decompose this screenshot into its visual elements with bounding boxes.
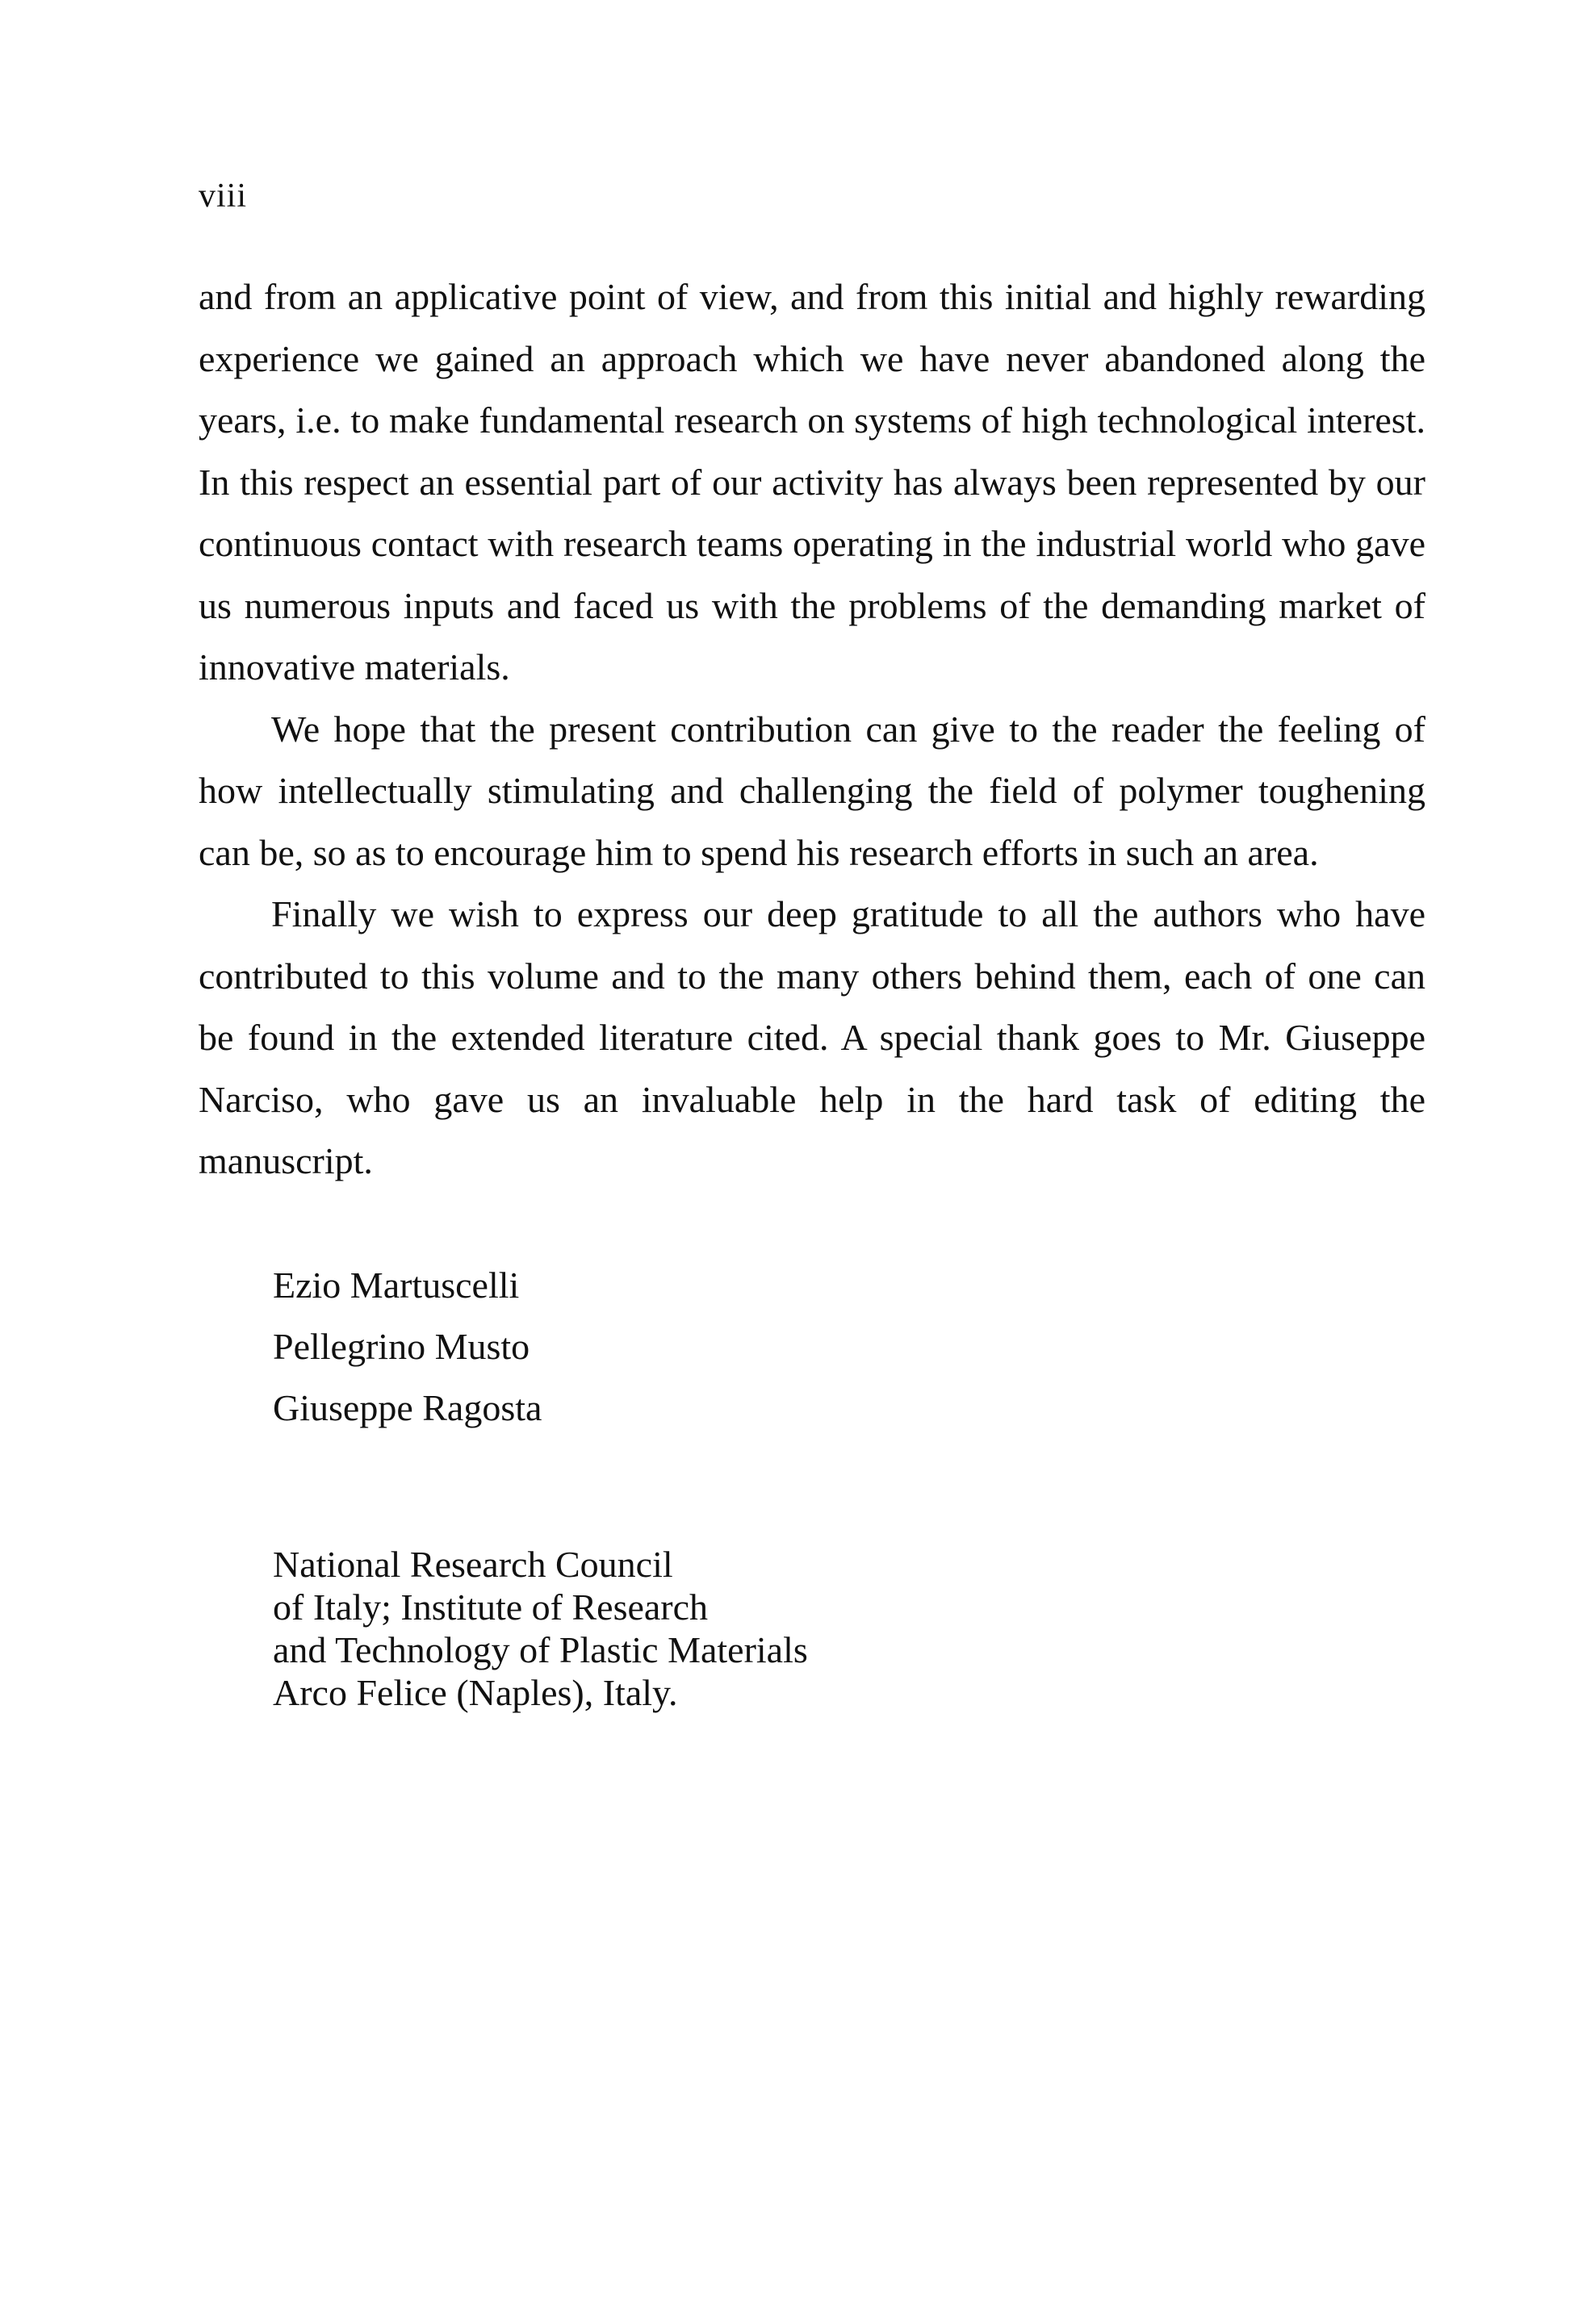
preface-body bbox=[199, 266, 1425, 1193]
paragraph-acknowledgements: Finally we wish to express our deep gratitude to all the authors who have contributed to this volume and to the many others behind them, each of one can be found in the extended literature cited. A special thank goes to Mr. Giuseppe Narciso, who gave us an invaluable help in the hard task of editing the manuscript. bbox=[199, 893, 1425, 1181]
affiliation-line: of Italy; Institute of Research bbox=[273, 1586, 709, 1628]
affiliation-line: National Research Council bbox=[273, 1544, 673, 1585]
paragraph-hope: We hope that the present contribution can give to the reader the feeling of how intellectually stimulating and challenging the field of polymer toughening can be, so as to encourage him to spend his research efforts in such an area. bbox=[199, 708, 1425, 873]
paragraph-continuation: and from an applicative point of view, and from this initial and highly rewarding experience we gained an approach which we have never abandoned along the years, i.e. to make fundamental research on systems of high technological interest. In this respect an essential part of our activity has always been represented by our continuous contact with research teams operating in the industrial world who gave us numerous inputs and faced us with the problems of the demanding market of innovative materials. bbox=[199, 276, 1425, 688]
affiliation-block bbox=[273, 1543, 808, 1714]
author-name: Ezio Martuscelli bbox=[273, 1264, 520, 1306]
affiliation-line: Arco Felice (Naples), Italy. bbox=[273, 1672, 678, 1713]
author-name: Pellegrino Musto bbox=[273, 1326, 530, 1367]
author-name: Giuseppe Ragosta bbox=[273, 1387, 542, 1428]
affiliation-line: and Technology of Plastic Materials bbox=[273, 1629, 808, 1670]
page-number: viii bbox=[199, 178, 248, 215]
author-signatures bbox=[273, 1255, 542, 1439]
